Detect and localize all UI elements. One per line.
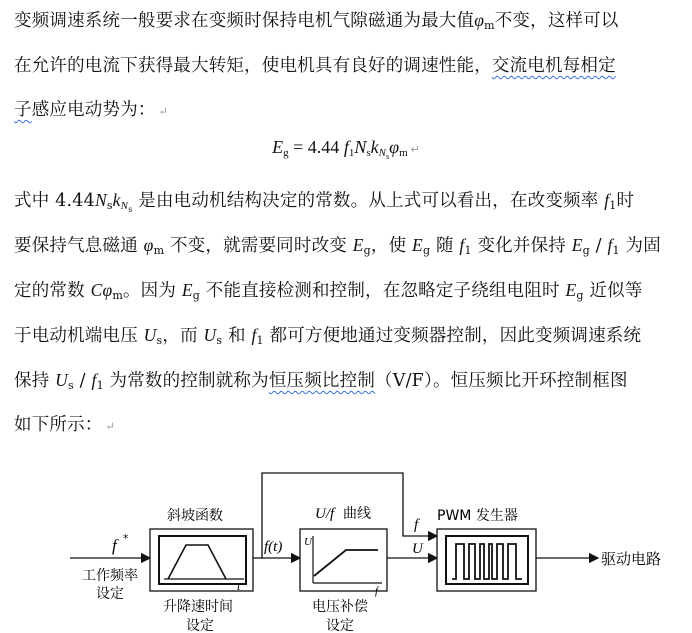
math-symbol: f: [607, 235, 613, 255]
input-label: 设定: [96, 586, 124, 602]
math-symbol: U: [143, 325, 157, 345]
text-segment: ，使: [370, 236, 413, 256]
block1-bottom-label: 升降速时间: [163, 599, 233, 615]
vf-control-block-diagram: [0, 458, 692, 633]
formula-symbol: φ: [389, 137, 400, 157]
output-label: 驱动电路: [601, 550, 662, 568]
text-line-1: [14, 7, 619, 32]
text-segment: 定的常数: [14, 281, 91, 301]
math-symbol: U: [203, 325, 217, 345]
math-symbol: f: [604, 190, 610, 210]
formula-symbol: E: [272, 137, 284, 157]
spellcheck-underlined-text: 子: [14, 100, 32, 120]
spellcheck-underlined-text: 交流电机每相定: [491, 56, 616, 76]
formula-symbol: k: [370, 137, 379, 157]
subscript: s: [366, 147, 371, 159]
text-line-3: [14, 96, 168, 121]
text-segment: 都可方便地通过变频器控制，因此变频调速系统: [263, 326, 642, 346]
text-segment: 随: [430, 236, 460, 256]
subscript: m: [112, 289, 123, 302]
input-star: *: [123, 532, 129, 545]
subscript: N: [120, 200, 129, 212]
math-symbol: E: [352, 235, 364, 255]
text-line-2: [14, 52, 616, 77]
text-segment: ，而: [162, 326, 204, 346]
subscript: 1: [348, 147, 355, 159]
text-segment: 变化并保持: [471, 236, 572, 256]
ramp-axis-label: t: [237, 579, 241, 593]
ft-label: f(t): [264, 539, 283, 555]
text-line-8: [14, 367, 628, 392]
spellcheck-underlined-text: 恒压频比控制: [268, 371, 376, 391]
text-segment: 如下所示：: [14, 415, 103, 435]
subscript: g: [363, 244, 371, 257]
text-line-4: [14, 187, 634, 214]
text-line-9: [14, 411, 115, 436]
subscript: s: [216, 334, 223, 347]
math-symbol: E: [571, 235, 583, 255]
math-symbol: f: [91, 370, 97, 390]
block1-title: 斜坡函数: [167, 508, 223, 524]
paragraph-mark-icon: ↵: [410, 144, 420, 156]
uf-y-label: U: [304, 536, 312, 548]
text-segment: /: [589, 236, 608, 256]
math-symbol: f: [251, 325, 257, 345]
text-segment: 和: [222, 326, 252, 346]
text-segment: 于电动机端电压: [14, 326, 144, 346]
uf-x-label: f: [375, 585, 379, 597]
subscript: 1: [256, 334, 264, 347]
math-symbol: E: [565, 280, 577, 300]
f-out-label: f: [414, 517, 419, 533]
text-line-5: [14, 232, 661, 257]
text-segment: 不能直接检测和控制，在忽略定子绕组电阻时: [199, 281, 566, 301]
math-symbol: f: [459, 235, 465, 255]
math-symbol: E: [412, 235, 423, 255]
pwm-generator-block: [437, 529, 536, 591]
subscript: 1: [96, 379, 104, 392]
math-symbol: φ: [102, 280, 113, 300]
block1-bottom-label: 设定: [186, 618, 214, 633]
math-symbol: N: [94, 190, 107, 210]
text-segment: 要保持气息磁通: [14, 236, 144, 256]
text-segment: 不变，这样可以: [494, 11, 619, 31]
text-segment: 式中 4.44: [14, 191, 95, 211]
subscript: g: [582, 244, 590, 257]
text-segment: （V/F）。恒压频比开环控制框图: [375, 371, 628, 391]
block2-title-italic: U/f: [315, 506, 335, 522]
text-line-7: [14, 322, 641, 347]
math-symbol: k: [112, 190, 121, 210]
text-segment: 保持: [14, 371, 56, 391]
block2-bottom-label: 电压补偿: [312, 599, 368, 615]
block2-title: 曲线: [343, 506, 371, 522]
subscript: s: [128, 205, 133, 214]
subscript: m: [484, 19, 495, 32]
text-segment: 时: [616, 191, 635, 211]
formula-symbol: N: [354, 137, 367, 157]
subscript: N: [378, 147, 386, 159]
formula-text: = 4.44: [288, 137, 344, 157]
math-symbol: C: [90, 280, 103, 300]
block3-title: PWM 发生器: [437, 508, 518, 524]
subscript: m: [153, 244, 165, 257]
subscript: m: [399, 147, 408, 159]
text-segment: 近似等: [583, 281, 643, 301]
input-label: 工作频率: [82, 568, 138, 584]
text-segment: 是由电动机结构决定的常数。从上式可以看出，在改变频率: [132, 191, 605, 211]
subscript: s: [156, 334, 163, 347]
phi-symbol: φ: [474, 10, 485, 30]
paragraph-mark-icon: ↵: [105, 420, 115, 433]
text-segment: 。因为: [122, 281, 182, 301]
subscript: 1: [612, 244, 620, 257]
subscript: 1: [609, 199, 617, 212]
subscript: s: [385, 152, 390, 161]
subscript: g: [422, 244, 431, 257]
text-segment: 在允许的电流下获得最大转矩，使电机具有良好的调速性能，: [14, 56, 492, 76]
text-segment: 为常数的控制就称为: [103, 371, 269, 391]
text-segment: 不变，就需要同时改变: [164, 236, 353, 256]
block2-bottom-label: 设定: [326, 618, 354, 633]
text-segment: 变频调速系统一般要求在变频时保持电机气隙磁通为最大值: [14, 11, 475, 31]
text-segment: 感应电动势为：: [31, 100, 156, 120]
text-line-6: [14, 277, 643, 302]
subscript: g: [576, 289, 584, 302]
formula-symbol: f: [343, 137, 349, 157]
u-out-label: U: [412, 541, 423, 557]
equation: [0, 137, 692, 161]
text-segment: 为固: [619, 236, 661, 256]
text-segment: /: [73, 371, 92, 391]
subscript: s: [68, 379, 74, 392]
input-symbol: f: [112, 536, 117, 555]
math-symbol: E: [181, 280, 193, 300]
math-symbol: φ: [143, 235, 154, 255]
subscript: s: [106, 199, 113, 212]
math-symbol: U: [55, 370, 69, 390]
subscript: g: [192, 289, 200, 302]
subscript: g: [283, 147, 289, 159]
subscript: 1: [464, 244, 472, 257]
paragraph-mark-icon: ↵: [158, 105, 169, 118]
